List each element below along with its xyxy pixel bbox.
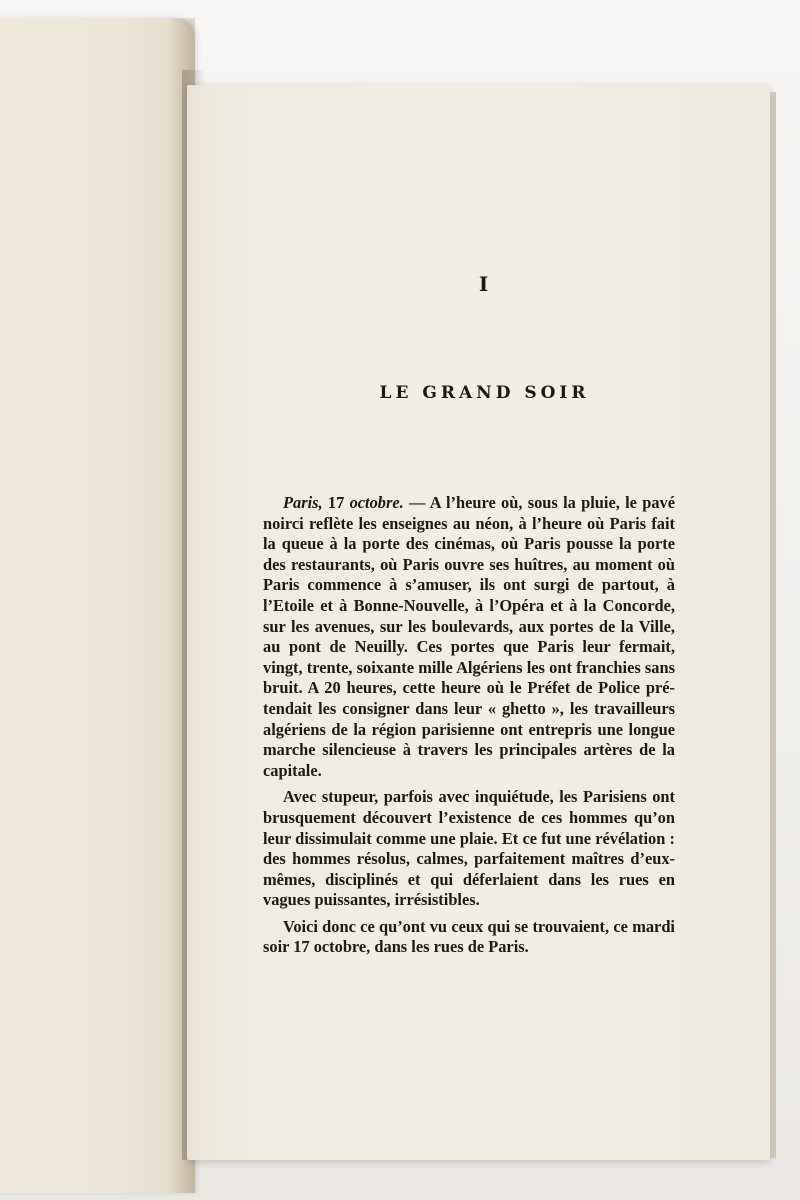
left-page bbox=[0, 18, 195, 1193]
dateline-city: Paris, bbox=[283, 493, 323, 512]
paragraph-1 bbox=[263, 493, 675, 781]
paragraph-1-text: — A l’heure où, sous la pluie, le pavé noirci reflète les enseignes au néon, à l’heure où Paris fait la queue à la porte des cinémas, où Paris pousse la porte des restaurants, où Paris ouvre ses huîtres, au moment où Paris commence à s’amuser, ils ont surgi de partout, à l’Etoile et à Bonne-Nouvelle, à l’Opéra et à la Concorde, sur les avenues, sur les boulevards, aux portes de la Ville, au pont de Neuilly. Ces portes que Paris leur fermait, vingt, trente, soixante mille Algériens les ont franchies sans bruit. A 20 heures, cette heure où le Préfet de Police prétendait les consigner dans leur « ghetto », les travailleurs algériens de la région parisienne ont entrepris une longue marche silencieuse à travers les principales artères de la capitale. bbox=[263, 493, 675, 780]
dateline-day: 17 bbox=[322, 493, 350, 512]
right-page bbox=[187, 85, 770, 1160]
page-edge bbox=[770, 92, 776, 1158]
dateline-month: octobre. bbox=[349, 493, 404, 512]
chapter-title: LE GRAND SOIR bbox=[379, 383, 590, 403]
chapter-number: I bbox=[478, 272, 489, 296]
paragraph-3: Voici donc ce qu’ont vu ceux qui se trouvaient, ce mardi soir 17 octobre, dans les rues de Paris. bbox=[263, 916, 675, 957]
chapter-body bbox=[263, 493, 675, 958]
paragraph-2: Avec stupeur, parfois avec inquiétude, les Parisiens ont brusquement découvert l’existence de ces hommes qu’on leur dissimulait comme une plaie. Et ce fut une révélation : des hommes résolus, calmes, parfaitement maîtres d’eux-mêmes, disciplinés et qui déferlaient dans les rues en vagues puissantes, irrésistibles. bbox=[263, 787, 675, 910]
